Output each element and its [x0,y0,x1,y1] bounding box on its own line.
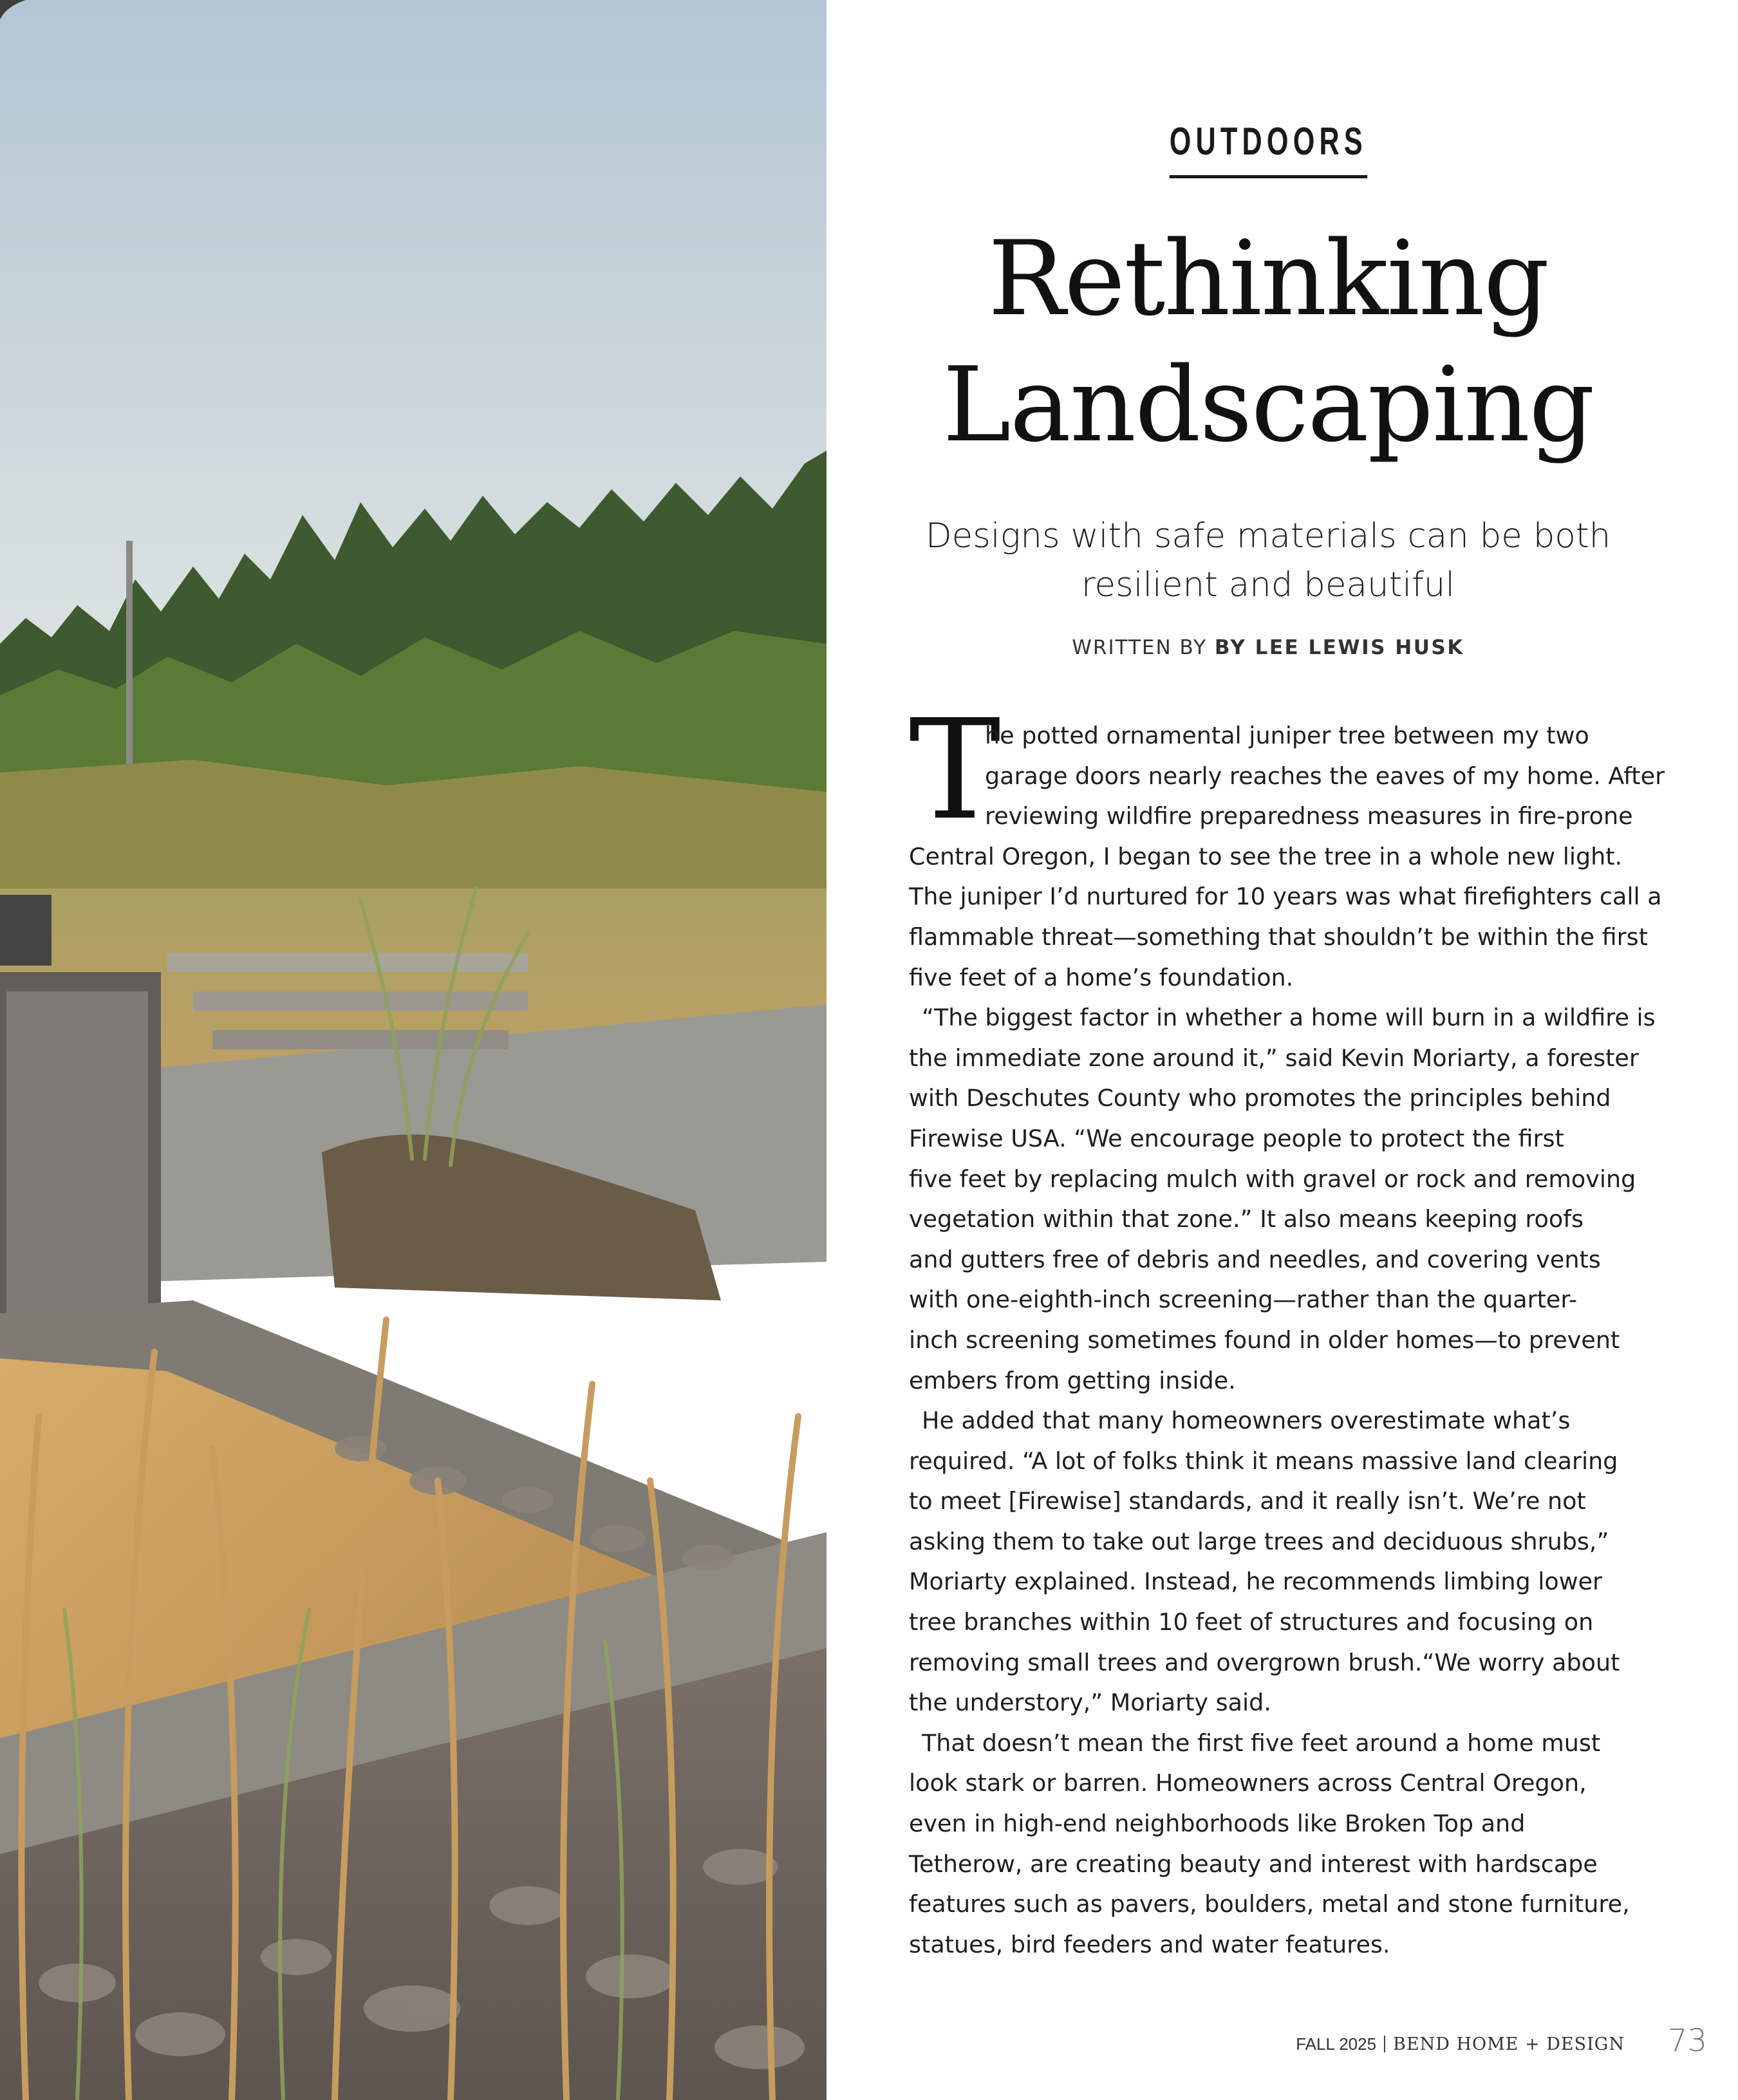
article-body [909,716,1665,1965]
magazine-brand: BEND HOME + DESIGN [1393,2034,1625,2054]
body-line: look stark or barren. Homeowners across Central Oregon, [909,1769,1587,1797]
body-line: vegetation within that zone.” It also means keeping roofs [909,1205,1584,1233]
byline [875,636,1661,659]
body-line: garage doors nearly reaches the eaves of my home. After [985,762,1665,790]
body-line: five feet of a home’s foundation. [909,963,1294,991]
body-line: required. “A lot of folks think it means massive land clearing [909,1447,1618,1475]
body-line: features such as pavers, boulders, metal and stone furniture, [909,1890,1630,1918]
body-line: statues, bird feeders and water features. [909,1930,1390,1958]
body-line: and gutters free of debris and needles, and covering vents [909,1245,1601,1273]
issue-date: FALL 2025 [1296,2034,1377,2054]
title-line-2: Landscaping [942,344,1594,465]
body-line: Tetherow, are creating beauty and interest with hardscape [909,1850,1598,1878]
body-line: Central Oregon, I began to see the tree in a whole new light. [909,842,1623,870]
body-line: with one-eighth-inch screening—rather than the quarter- [909,1286,1578,1314]
body-line: Moriarty explained. Instead, he recommends limbing lower [909,1568,1603,1596]
body-line: he potted ornamental juniper tree between my two [985,722,1589,749]
drop-cap: T [909,690,1001,850]
body-line: Firewise USA. “We encourage people to protect the first [909,1124,1564,1152]
body-line: the understory,” Moriarty said. [909,1689,1271,1717]
dek-line-1: Designs with safe materials can be both [925,516,1611,556]
body-line: embers from getting inside. [909,1366,1236,1394]
body-line: He added that many homeowners overestimate what’s [922,1407,1571,1435]
body-line: five feet by replacing mulch with gravel or rock and removing [909,1165,1636,1193]
body-line: reviewing wildfire preparedness measures in fire-prone [985,802,1633,830]
body-line: to meet [Firewise] standards, and it really isn’t. We’re not [909,1487,1586,1515]
article-column [875,0,1665,2100]
page-number: 73 [1667,2023,1707,2059]
body-line: “The biggest factor in whether a home will burn in a wildfire is [922,1004,1656,1032]
body-line: flammable threat—something that shouldn’t be within the first [909,923,1649,951]
page-footer [953,2010,1738,2100]
body-line: with Deschutes County who promotes the principles behind [909,1084,1611,1112]
footer-divider [1384,2036,1385,2052]
body-line: The juniper I’d nurtured for 10 years was what firefighters call a [909,883,1662,911]
body-line: removing small trees and overgrown brush.“We worry about [909,1648,1620,1676]
section-label: OUTDOORS [875,119,1661,178]
article-dek [875,512,1661,610]
body-line: That doesn’t mean the first five feet around a home must [922,1729,1601,1757]
byline-prefix: WRITTEN BY [1072,636,1208,659]
title-line-1: Rethinking [987,218,1549,339]
landscape-photo [0,0,827,2100]
byline-author: BY LEE LEWIS HUSK [1214,636,1464,659]
dek-line-2: resilient and beautiful [1081,565,1455,605]
body-line: the immediate zone around it,” said Kevin Moriarty, a forester [909,1044,1639,1072]
issue-info [1296,2034,1625,2054]
body-line: asking them to take out large trees and deciduous shrubs,” [909,1527,1609,1555]
body-line: even in high-end neighborhoods like Broken Top and [909,1810,1526,1838]
body-line: tree branches within 10 feet of structures and focusing on [909,1608,1594,1636]
article-title [875,216,1661,468]
body-line: inch screening sometimes found in older homes—to prevent [909,1326,1620,1354]
